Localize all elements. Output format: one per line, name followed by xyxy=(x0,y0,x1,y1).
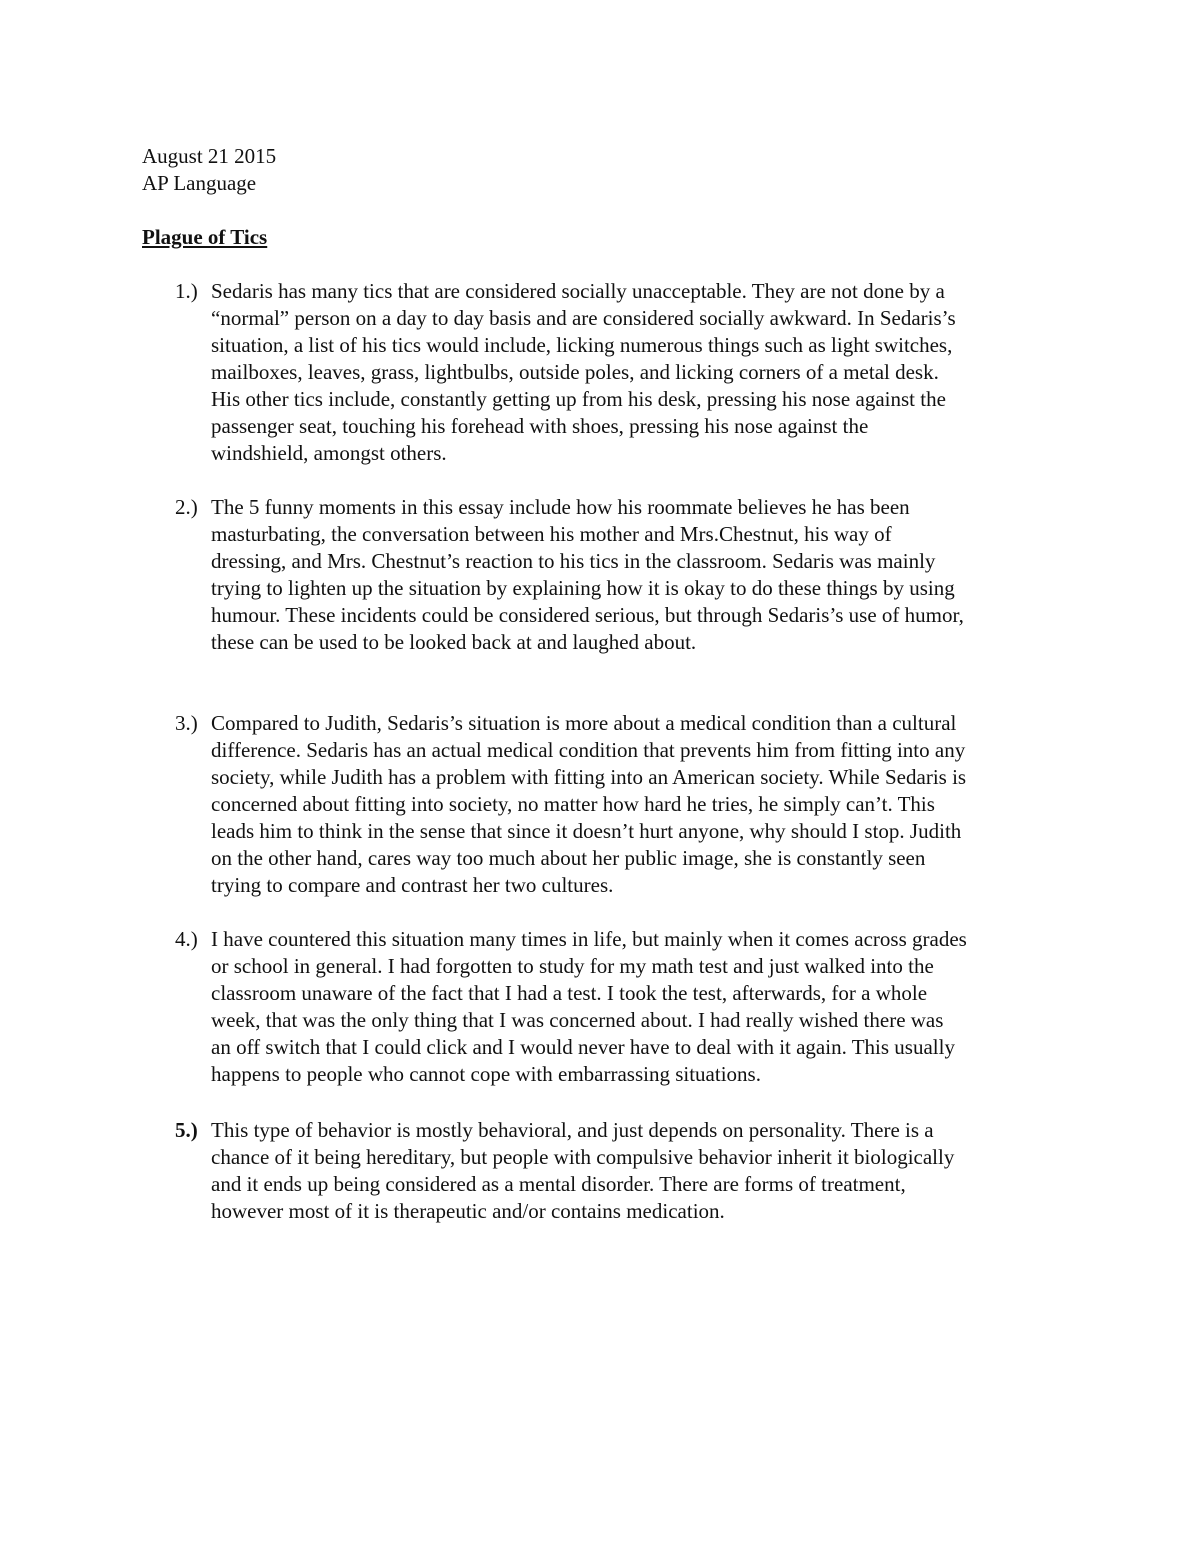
text-line: “normal” person on a day to day basis and are considered socially awkward. In Sedaris’s xyxy=(211,306,956,330)
text-line: society, while Judith has a problem with fitting into an American society. While Sedaris is xyxy=(211,765,967,789)
list-item-number: 2.) xyxy=(175,495,198,519)
list-item-text xyxy=(211,278,1062,467)
text-line: His other tics include, constantly getting up from his desk, pressing his nose against the xyxy=(211,387,946,411)
text-line: difference. Sedaris has an actual medical condition that prevents him from fitting into any xyxy=(211,738,966,762)
list-item-2 xyxy=(142,494,1062,656)
list-item-3 xyxy=(142,710,1062,899)
text-line: happens to people who cannot cope with embarrassing situations. xyxy=(211,1062,761,1086)
list-item-number: 1.) xyxy=(175,279,198,303)
list-item-number: 4.) xyxy=(175,927,198,951)
text-line: mailboxes, leaves, grass, lightbulbs, outside poles, and licking corners of a metal desk. xyxy=(211,360,939,384)
text-line: humour. These incidents could be considered serious, but through Sedaris’s use of humor, xyxy=(211,603,964,627)
list-item-text xyxy=(211,926,1062,1088)
text-line: however most of it is therapeutic and/or contains medication. xyxy=(211,1199,725,1223)
text-line: an off switch that I could click and I would never have to deal with it again. This usually xyxy=(211,1035,955,1059)
list-item-text xyxy=(211,494,1062,656)
text-line: trying to compare and contrast her two cultures. xyxy=(211,873,614,897)
list-item-number: 3.) xyxy=(175,711,198,735)
text-line: on the other hand, cares way too much about her public image, she is constantly seen xyxy=(211,846,926,870)
text-line: chance of it being hereditary, but people with compulsive behavior inherit it biologically xyxy=(211,1145,955,1169)
text-line: situation, a list of his tics would include, licking numerous things such as light switches, xyxy=(211,333,953,357)
text-line: Compared to Judith, Sedaris’s situation is more about a medical condition than a cultural xyxy=(211,711,957,735)
text-line: The 5 funny moments in this essay include how his roommate believes he has been xyxy=(211,495,910,519)
document-title: Plague of Tics xyxy=(142,225,268,249)
text-line: This type of behavior is mostly behavioral, and just depends on personality. There is a xyxy=(211,1118,934,1142)
text-line: or school in general. I had forgotten to study for my math test and just walked into the xyxy=(211,954,934,978)
text-line: windshield, amongst others. xyxy=(211,441,447,465)
text-line: dressing, and Mrs. Chestnut’s reaction to his tics in the classroom. Sedaris was mainly xyxy=(211,549,936,573)
text-line: week, that was the only thing that I was concerned about. I had really wished there was xyxy=(211,1008,944,1032)
text-line: Sedaris has many tics that are considered socially unacceptable. They are not done by a xyxy=(211,279,945,303)
list-item-4 xyxy=(142,926,1062,1088)
text-line: leads him to think in the sense that since it doesn’t hurt anyone, why should I stop. Judith xyxy=(211,819,962,843)
course-name: AP Language xyxy=(142,171,257,195)
document-date: August 21 2015 xyxy=(142,144,277,168)
list-item-text xyxy=(211,1117,1062,1225)
list-item-5 xyxy=(142,1117,1062,1225)
text-line: and it ends up being considered as a mental disorder. There are forms of treatment, xyxy=(211,1172,906,1196)
list-item-number: 5.) xyxy=(175,1118,198,1142)
text-line: classroom unaware of the fact that I had a test. I took the test, afterwards, for a whole xyxy=(211,981,928,1005)
list-item-text xyxy=(211,710,1062,899)
text-line: concerned about fitting into society, no matter how hard he tries, he simply can’t. This xyxy=(211,792,935,816)
text-line: these can be used to be looked back at and laughed about. xyxy=(211,630,697,654)
list-item-1 xyxy=(142,278,1062,467)
text-line: trying to lighten up the situation by explaining how it is okay to do these things by using xyxy=(211,576,955,600)
text-line: passenger seat, touching his forehead with shoes, pressing his nose against the xyxy=(211,414,869,438)
text-line: I have countered this situation many times in life, but mainly when it comes across grades xyxy=(211,927,967,951)
text-line: masturbating, the conversation between his mother and Mrs.Chestnut, his way of xyxy=(211,522,892,546)
